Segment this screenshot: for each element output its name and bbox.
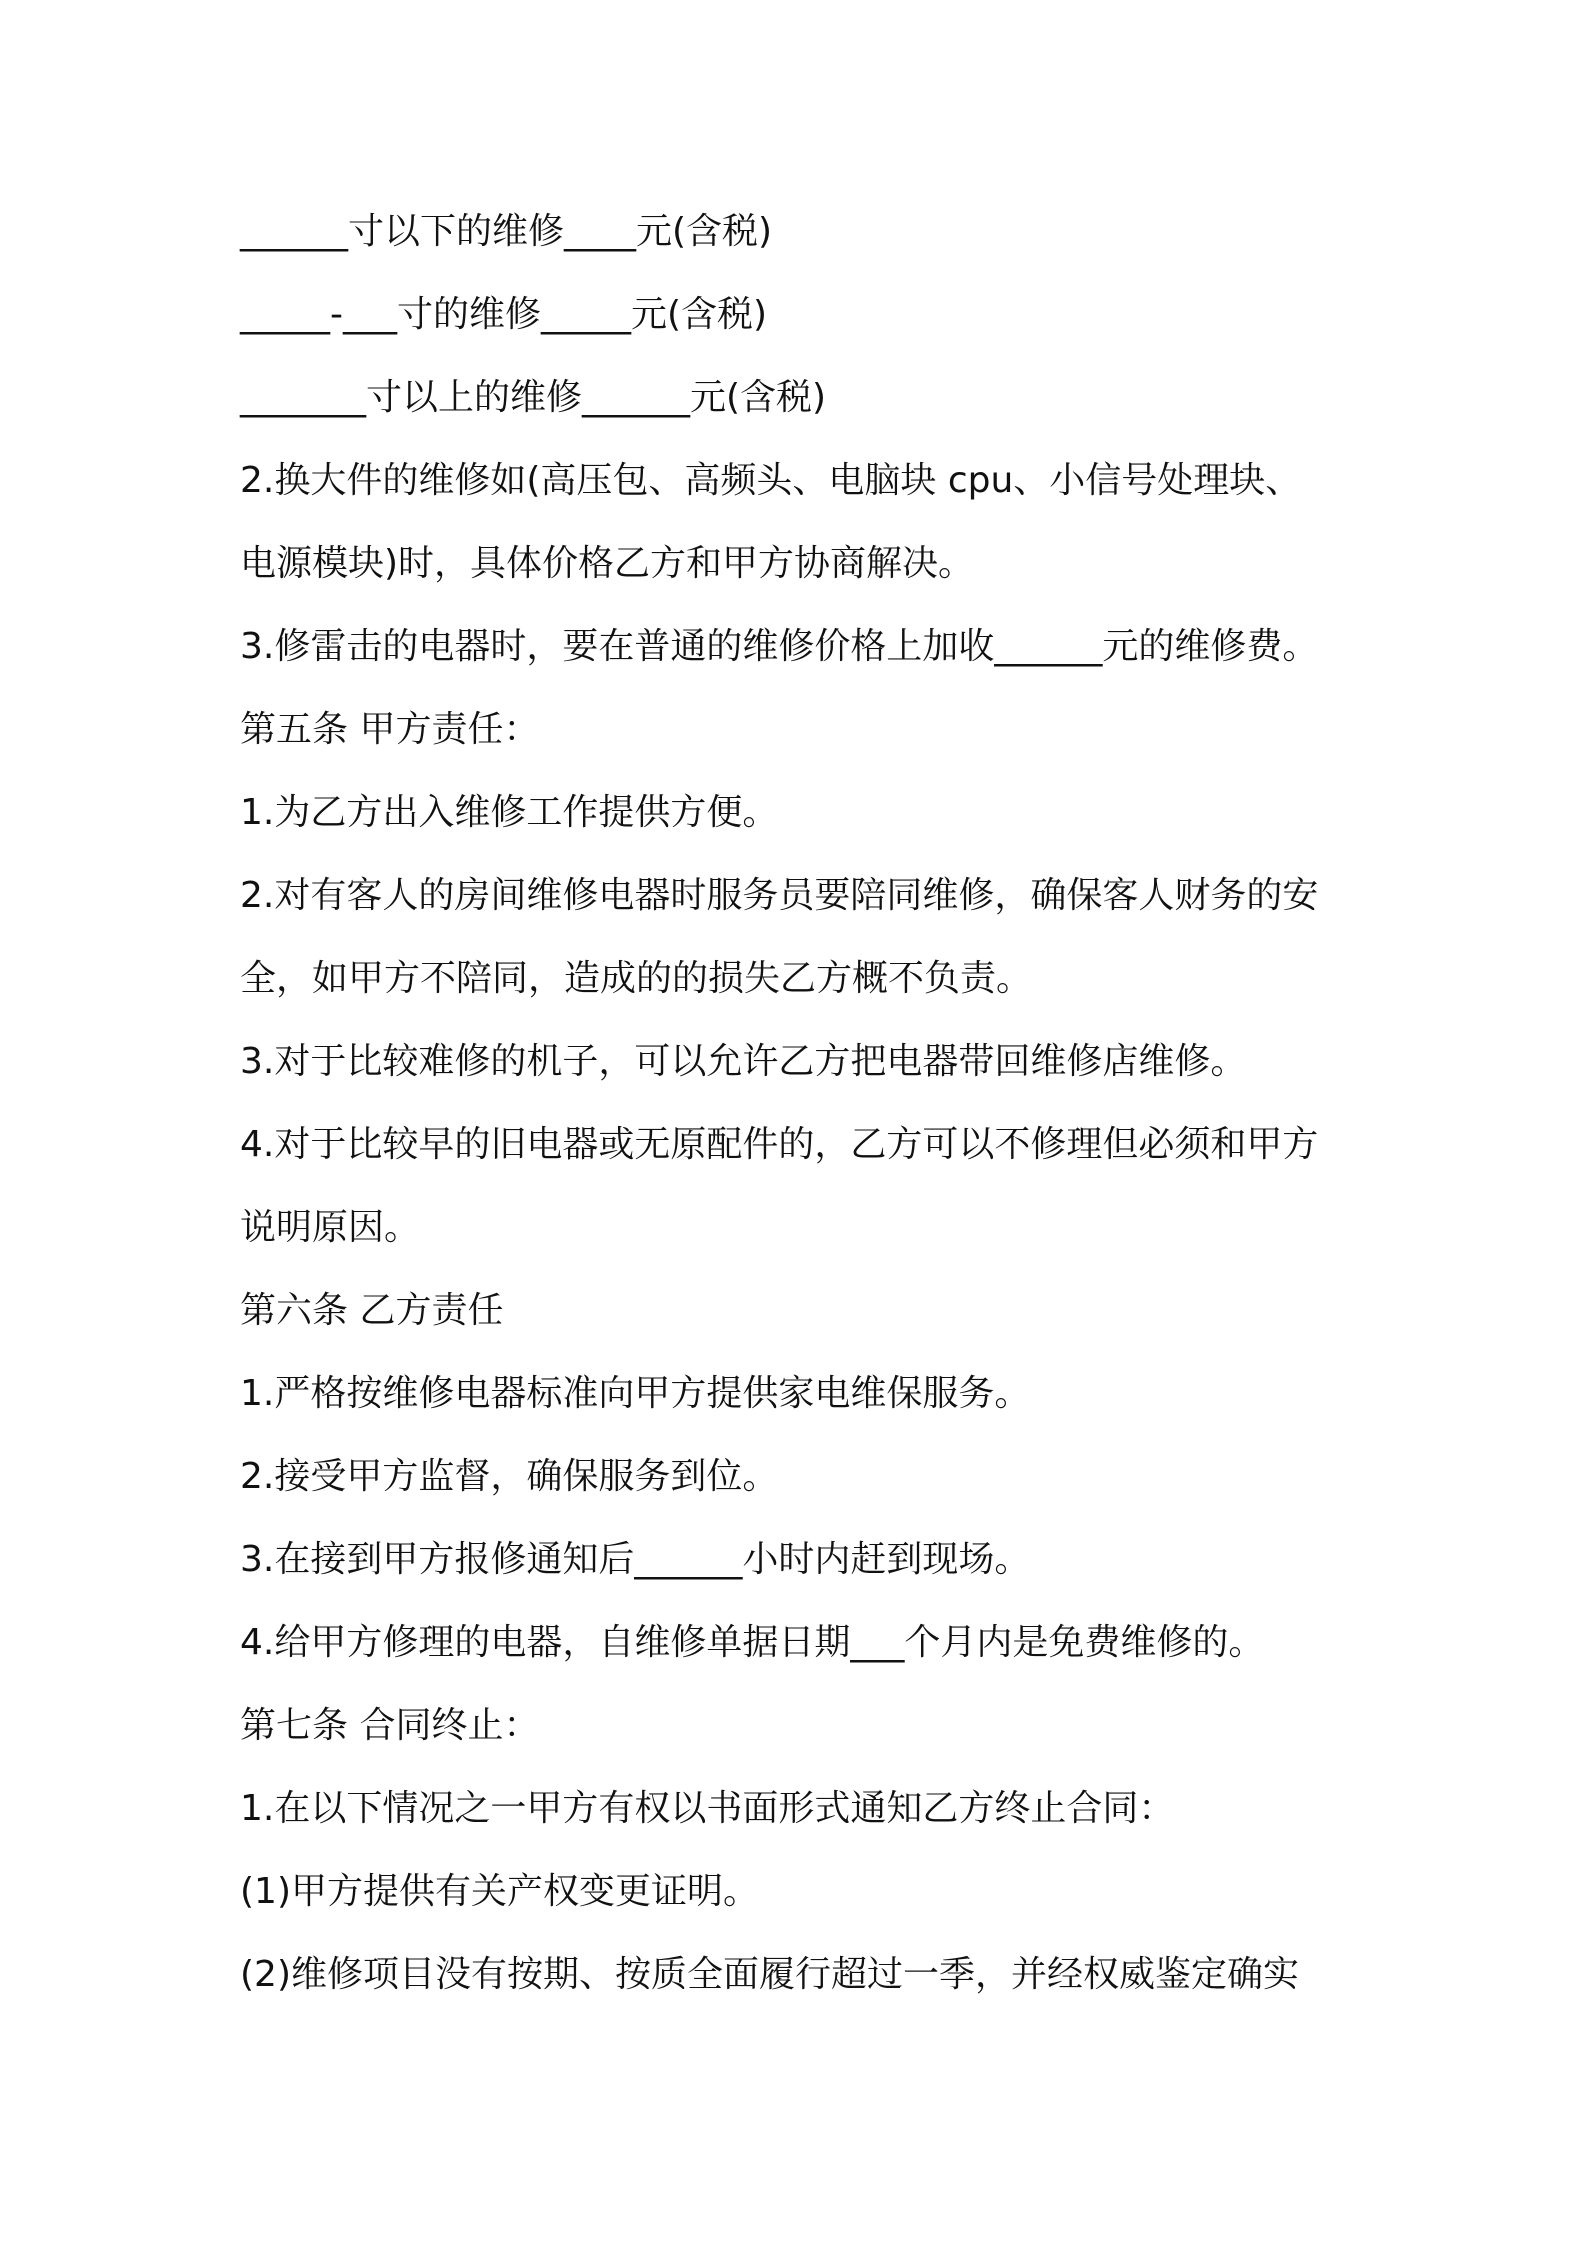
clause-4-item-3: 3.修雷击的电器时，要在普通的维修价格上加收______元的维修费。: [240, 626, 1319, 667]
price-line-medium: _____-___寸的维修_____元(含税): [240, 294, 768, 335]
clause-5-item-4: 4.对于比较早的旧电器或无原配件的，乙方可以不修理但必须和甲方: [240, 1124, 1319, 1165]
clause-7-heading: 第七条 合同终止：: [240, 1705, 540, 1746]
clause-6-item-4: 4.给甲方修理的电器，自维修单据日期___个月内是免费维修的。: [240, 1622, 1265, 1663]
clause-6-item-2: 2.接受甲方监督，确保服务到位。: [240, 1456, 779, 1497]
price-line-small: ______寸以下的维修____元(含税): [240, 211, 773, 252]
clause-6-heading: 第六条 乙方责任: [240, 1290, 504, 1331]
price-line-large: _______寸以上的维修______元(含税): [240, 377, 827, 418]
clause-5-item-1: 1.为乙方出入维修工作提供方便。: [240, 792, 779, 833]
clause-5-item-2-cont: 全，如甲方不陪同，造成的的损失乙方概不负责。: [240, 958, 1033, 999]
clause-7-item-1: 1.在以下情况之一甲方有权以书面形式通知乙方终止合同：: [240, 1788, 1175, 1829]
clause-4-item-2: 2.换大件的维修如(高压包、高频头、电脑块 cpu、小信号处理块、: [240, 460, 1302, 501]
clause-5-item-2: 2.对有客人的房间维修电器时服务员要陪同维修，确保客人财务的安: [240, 875, 1319, 916]
clause-7-sub-2: (2)维修项目没有按期、按质全面履行超过一季，并经权威鉴定确实: [240, 1954, 1299, 1995]
clause-5-item-4-cont: 说明原因。: [240, 1207, 421, 1248]
clause-6-item-3: 3.在接到甲方报修通知后______小时内赶到现场。: [240, 1539, 1031, 1580]
clause-7-sub-1: (1)甲方提供有关产权变更证明。: [240, 1871, 759, 1912]
clause-4-item-2-cont: 电源模块)时，具体价格乙方和甲方协商解决。: [240, 543, 975, 584]
document-body: [240, 190, 1360, 2016]
clause-5-item-3: 3.对于比较难修的机子，可以允许乙方把电器带回维修店维修。: [240, 1041, 1247, 1082]
clause-6-item-1: 1.严格按维修电器标准向甲方提供家电维保服务。: [240, 1373, 1031, 1414]
clause-5-heading: 第五条 甲方责任：: [240, 709, 540, 750]
